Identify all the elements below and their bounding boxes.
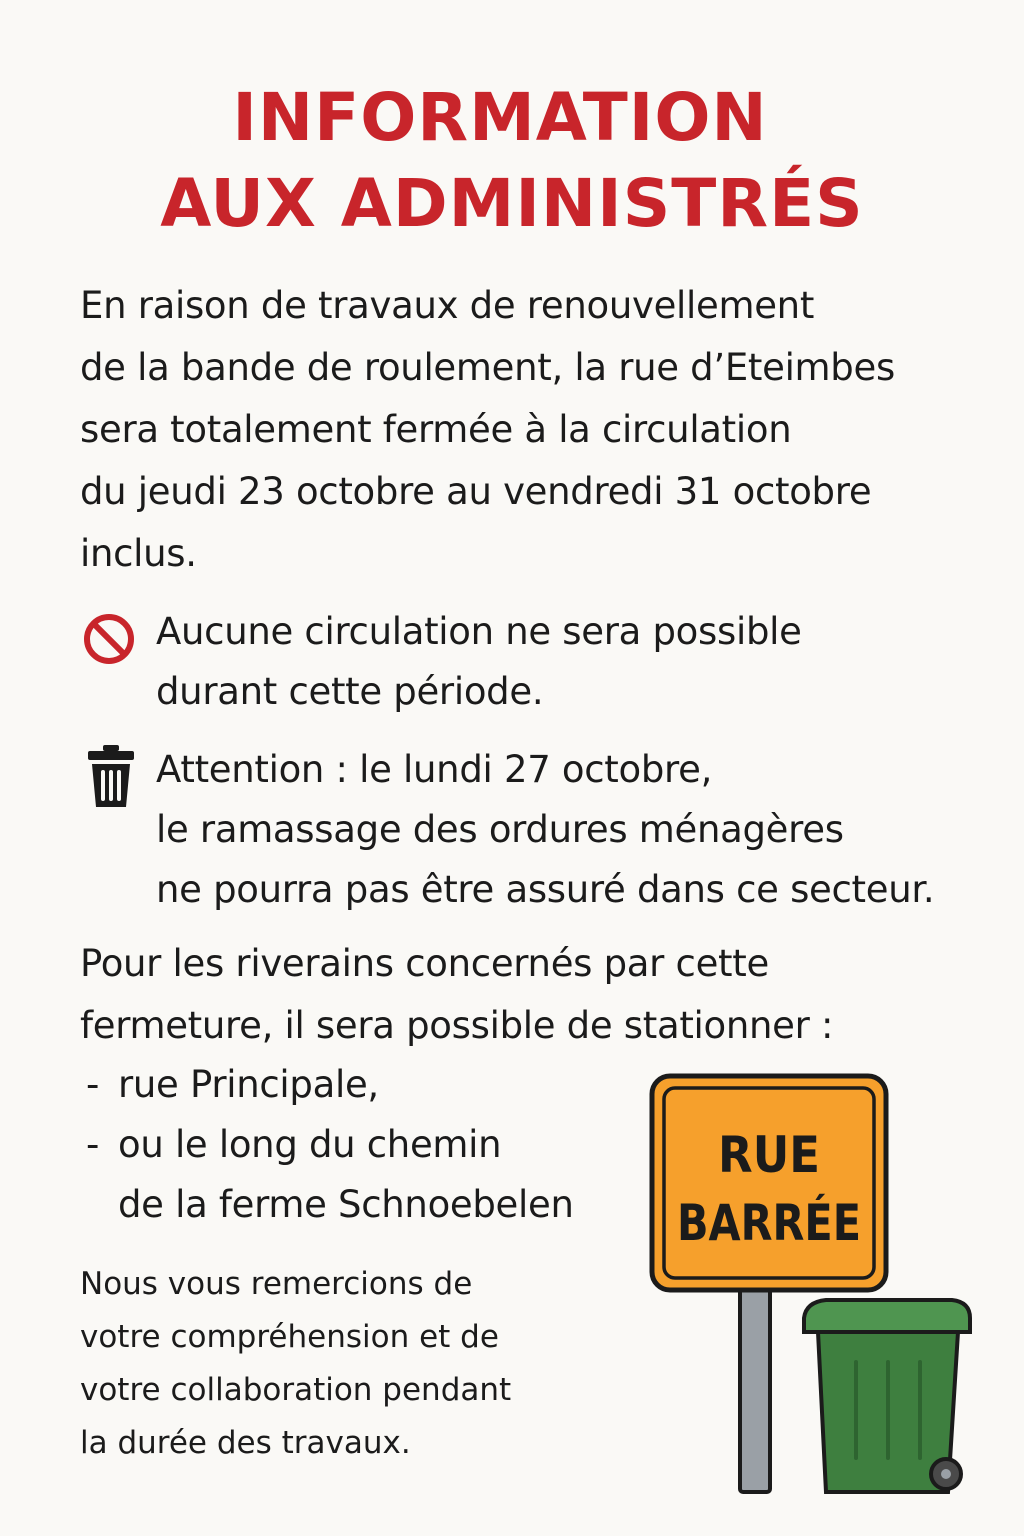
notice-line: ne pourra pas être assuré dans ce secteur.	[156, 868, 935, 911]
trash-can-icon	[86, 745, 136, 815]
thanks-line: la durée des travaux.	[80, 1425, 411, 1461]
sign-text-line-2: BARRÉE	[677, 1194, 877, 1252]
list-item	[86, 1055, 574, 1115]
notice-line: Attention : le lundi 27 octobre,	[156, 748, 713, 791]
sign-text-line-1: RUE	[718, 1126, 820, 1184]
notice-line: Aucune circulation ne sera possible	[156, 610, 802, 653]
notice-line: le ramassage des ordures ménagères	[156, 808, 844, 851]
thanks-paragraph	[80, 1258, 511, 1470]
intro-line: En raison de travaux de renouvellement	[80, 284, 815, 327]
road-closed-illustration	[640, 1070, 1000, 1500]
thanks-line: votre compréhension et de	[80, 1319, 499, 1355]
no-entry-icon	[80, 613, 138, 669]
intro-paragraph	[80, 275, 895, 585]
list-item-line: ou le long du chemin	[118, 1123, 502, 1166]
list-item	[86, 1115, 574, 1235]
list-item-line: rue Principale,	[118, 1063, 379, 1106]
list-dash: -	[86, 1123, 100, 1166]
list-dash: -	[86, 1063, 100, 1106]
parking-line: fermeture, il sera possible de stationner :	[80, 1004, 834, 1047]
green-bin-icon	[804, 1300, 970, 1492]
parking-paragraph	[80, 933, 833, 1057]
title-line-2: AUX ADMINISTRÉS	[160, 165, 864, 242]
intro-line: sera totalement fermée à la circulation	[80, 408, 792, 451]
waste-collection-notice	[156, 740, 934, 920]
no-traffic-notice	[156, 602, 802, 722]
intro-line: inclus.	[80, 532, 197, 575]
thanks-line: Nous vous remercions de	[80, 1266, 473, 1302]
title-line-1: INFORMATION	[232, 79, 768, 156]
intro-line: de la bande de roulement, la rue d’Eteimbes	[80, 346, 895, 389]
parking-line: Pour les riverains concernés par cette	[80, 942, 769, 985]
sign-pole	[740, 1280, 770, 1492]
intro-line: du jeudi 23 octobre au vendredi 31 octobre	[80, 470, 872, 513]
thanks-line: votre collaboration pendant	[80, 1372, 512, 1408]
notice-line: durant cette période.	[156, 670, 544, 713]
road-closed-sign	[652, 1076, 886, 1290]
list-item-line: de la ferme Schnoebelen	[118, 1183, 574, 1226]
parking-options-list	[86, 1055, 574, 1235]
